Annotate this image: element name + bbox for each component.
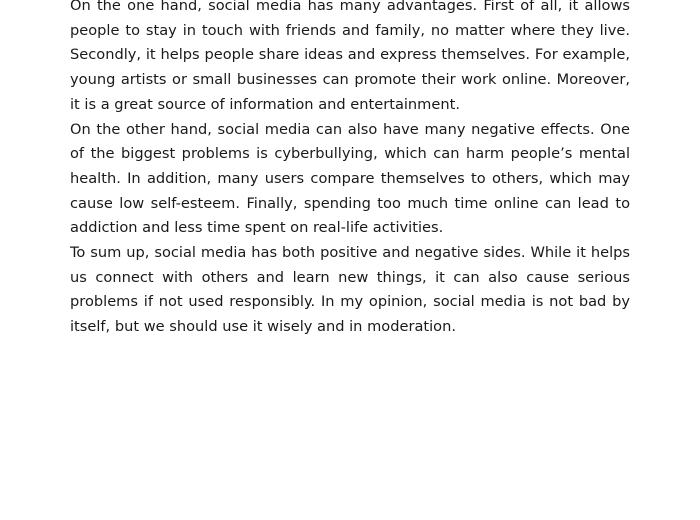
paragraph-disadvantages: On the other hand, social media can also have many negative effects. One of the biggest problems is cyberbullying, which can harm people’s mental health. In addition, many users compare themselves to others, which may cause low self-esteem. Finally, spending too much time online can lead to addiction and less time spent on real-life activities. [70,120,630,237]
paragraph-advantages: On the one hand, social media has many advantages. First of all, it allows people to stay in touch with friends and family, no matter where they live. Secondly, it helps people share ideas and express themselves. For example, young artists or small businesses can promote their work online. Moreover, it is a great source of information and entertainment. [70,0,630,113]
document-page [70,0,630,340]
paragraph-conclusion: To sum up, social media has both positive and negative sides. While it helps us connect with others and learn new things, it can also cause serious problems if not used responsibly. In my opinion, social media is not bad by itself, but we should use it wisely and in moderation. [70,244,630,336]
